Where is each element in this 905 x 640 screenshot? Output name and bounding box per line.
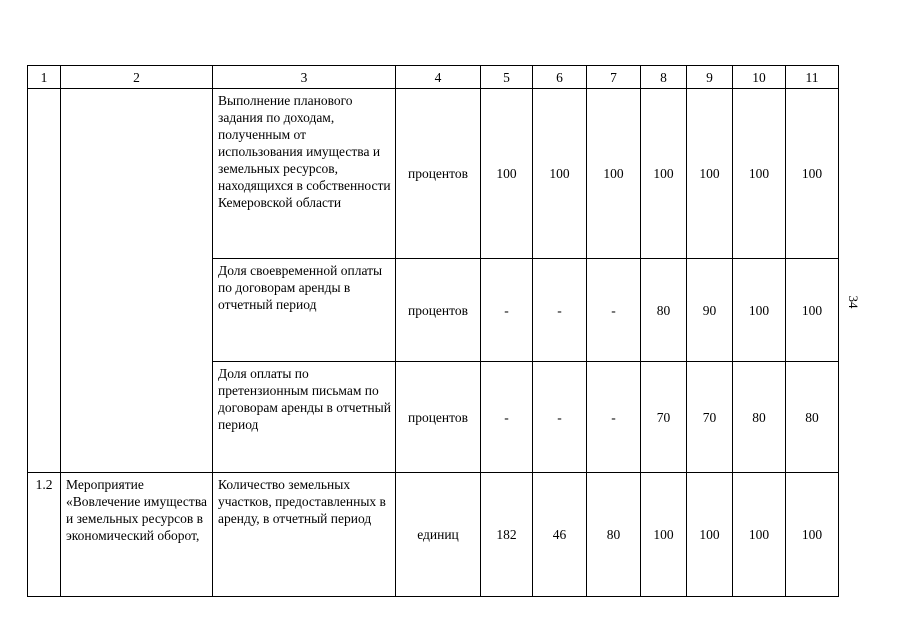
- value-cell: 100: [786, 473, 839, 597]
- value-cell: 100: [481, 89, 533, 259]
- header-cell: 9: [687, 66, 733, 89]
- header-row: [28, 66, 839, 89]
- header-cell: 1: [28, 66, 61, 89]
- header-cell: 4: [396, 66, 481, 89]
- unit-cell: процентов: [396, 362, 481, 473]
- table-row: [28, 89, 839, 259]
- value-cell: 80: [641, 259, 687, 362]
- measure-cell: Мероприятие «Вовлечение имущества и земельных ресурсов в экономический оборот,: [61, 473, 213, 597]
- value-cell: 80: [733, 362, 786, 473]
- header-cell: 10: [733, 66, 786, 89]
- unit-cell: единиц: [396, 473, 481, 597]
- header-cell: 8: [641, 66, 687, 89]
- page-number: 34: [846, 295, 861, 309]
- value-cell: 100: [687, 89, 733, 259]
- row-number-cell: [28, 89, 61, 473]
- header-cell: 5: [481, 66, 533, 89]
- header-cell: 11: [786, 66, 839, 89]
- value-cell: -: [587, 259, 641, 362]
- header-cell: 3: [213, 66, 396, 89]
- value-cell: 46: [533, 473, 587, 597]
- indicator-cell: Выполнение планового задания по доходам, полученным от использования имущества и земельных ресурсов, находящихся в собственности Кемеровской области: [213, 89, 396, 259]
- unit-cell: процентов: [396, 89, 481, 259]
- indicator-cell: Количество земельных участков, предоставленных в аренду, в отчетный период: [213, 473, 396, 597]
- header-cell: 6: [533, 66, 587, 89]
- value-cell: 100: [533, 89, 587, 259]
- value-cell: 70: [641, 362, 687, 473]
- header-cell: 2: [61, 66, 213, 89]
- value-cell: 100: [641, 473, 687, 597]
- table-row: [28, 473, 839, 597]
- value-cell: -: [533, 259, 587, 362]
- indicator-cell: Доля своевременной оплаты по договорам аренды в отчетный период: [213, 259, 396, 362]
- value-cell: 100: [733, 473, 786, 597]
- value-cell: 182: [481, 473, 533, 597]
- value-cell: 100: [733, 259, 786, 362]
- header-cell: 7: [587, 66, 641, 89]
- value-cell: -: [533, 362, 587, 473]
- indicator-cell: Доля оплаты по претензионным письмам по договорам аренды в отчетный период: [213, 362, 396, 473]
- row-number-cell: 1.2: [28, 473, 61, 597]
- value-cell: 100: [786, 259, 839, 362]
- value-cell: -: [587, 362, 641, 473]
- value-cell: 100: [786, 89, 839, 259]
- value-cell: 80: [786, 362, 839, 473]
- measure-cell: [61, 89, 213, 473]
- value-cell: -: [481, 362, 533, 473]
- value-cell: 70: [687, 362, 733, 473]
- value-cell: 100: [587, 89, 641, 259]
- value-cell: 90: [687, 259, 733, 362]
- value-cell: 100: [687, 473, 733, 597]
- value-cell: -: [481, 259, 533, 362]
- value-cell: 80: [587, 473, 641, 597]
- value-cell: 100: [641, 89, 687, 259]
- unit-cell: процентов: [396, 259, 481, 362]
- value-cell: 100: [733, 89, 786, 259]
- indicators-table: [27, 65, 839, 597]
